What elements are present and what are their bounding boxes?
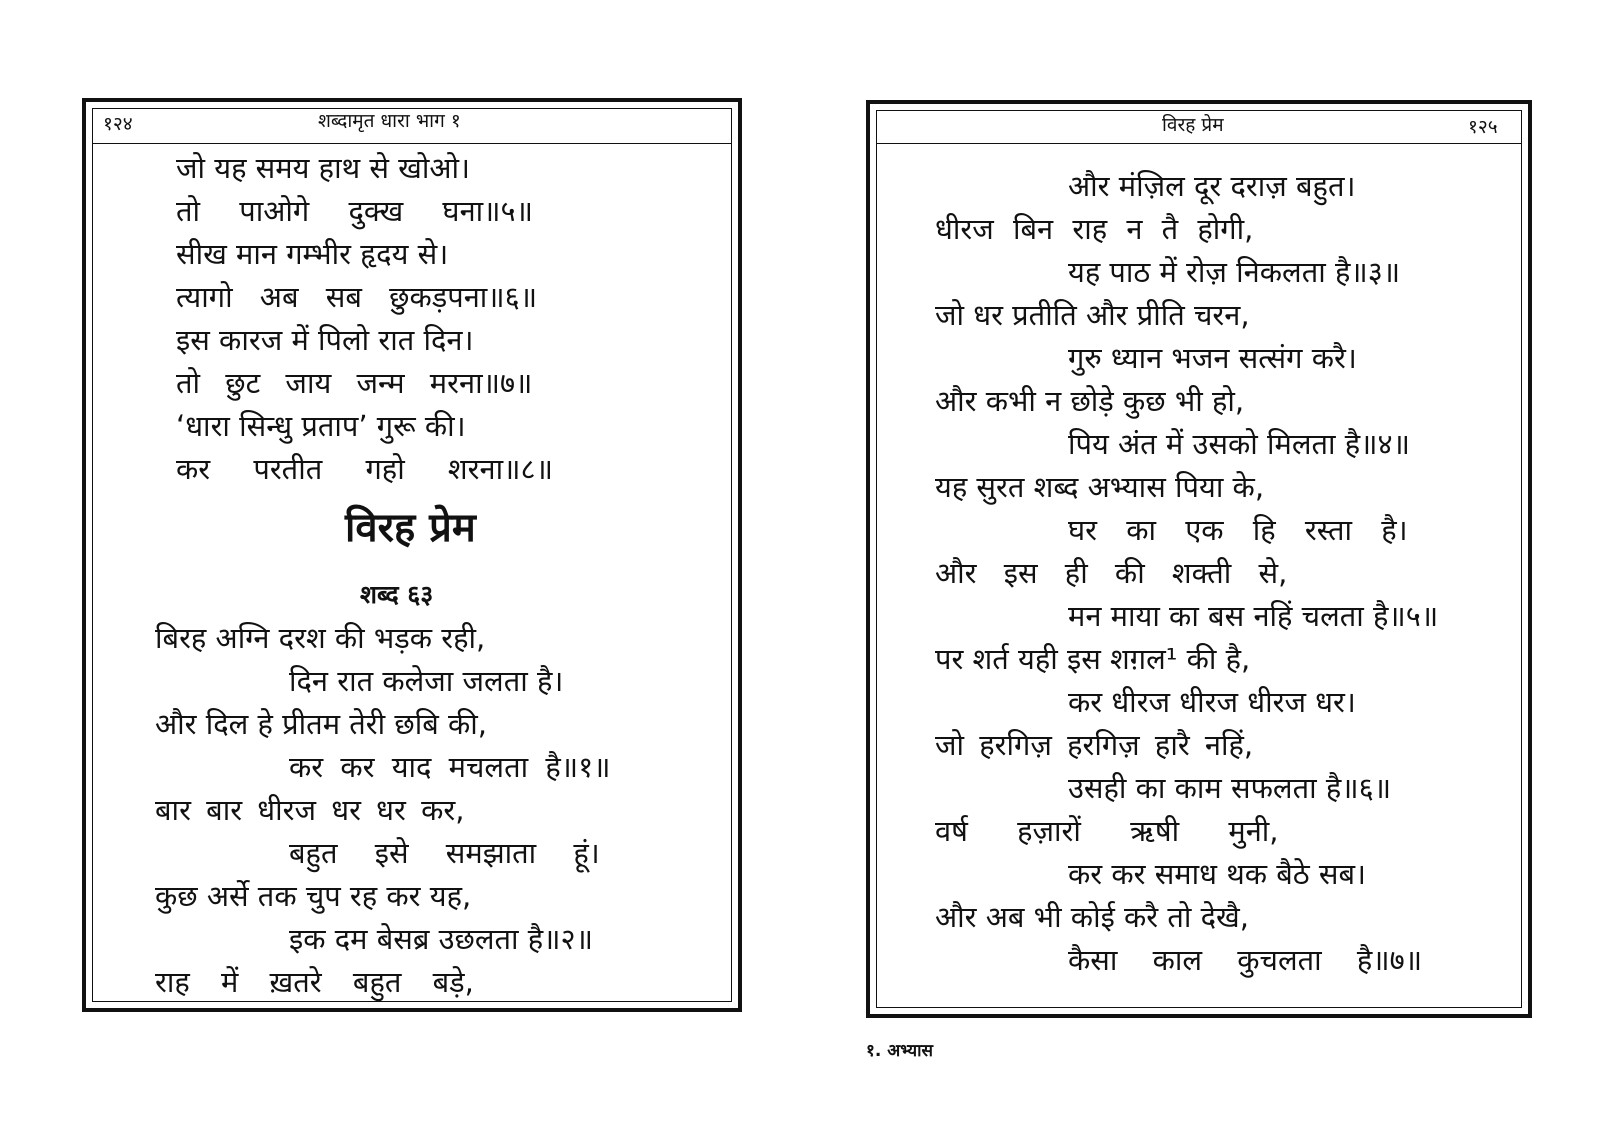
verse-line: गुरु ध्यान भजन सत्संग करै।	[1068, 341, 1357, 375]
verse-line: कुछ अर्से तक चुप रह कर यह,	[155, 879, 472, 913]
verse-line: इस कारज में पिलो रात दिन।	[176, 323, 474, 357]
verse-line: जो धर प्रतीति और प्रीति चरन,	[935, 298, 1250, 332]
verse-line: कैसा काल कुचलता है॥७॥	[1068, 943, 1423, 977]
verse-line: और कभी न छोड़े कुछ भी हो,	[935, 384, 1245, 418]
footnote: १. अभ्यास	[866, 1041, 934, 1061]
verse-line: बहुत इसे समझाता हूं।	[289, 836, 600, 870]
right-running-title: विरह प्रेम	[1162, 114, 1224, 136]
verse-line: जो हरगिज़ हरगिज़ हारै नहिं,	[935, 728, 1254, 762]
verse-line: धीरज बिन राह न तै होगी,	[935, 212, 1254, 246]
verse-line: पर शर्त यही इस शग़ल¹ की है,	[935, 642, 1251, 676]
verse-line: कर परतीत गहो शरना॥८॥	[176, 452, 553, 486]
left-header-rule	[93, 143, 731, 144]
section-heading: विरह प्रेम	[345, 505, 476, 551]
verse-line: यह पाठ में रोज़ निकलता है॥३॥	[1068, 255, 1401, 289]
verse-line: बिरह अग्नि दरश की भड़क रही,	[155, 621, 486, 655]
verse-line: कर धीरज धीरज धीरज धर।	[1068, 685, 1356, 719]
verse-line: तो पाओगे दुक्ख घना॥५॥	[176, 194, 533, 228]
verse-line: सीख मान गम्भीर हृदय से।	[176, 237, 449, 271]
verse-line: जो यह समय हाथ से खोओ।	[176, 151, 471, 185]
verse-line: घर का एक हि रस्ता है।	[1068, 513, 1408, 547]
verse-line: इक दम बेसब्र उछलता है॥२॥	[289, 922, 593, 956]
verse-line: और मंज़िल दूर दराज़ बहुत।	[1068, 169, 1356, 203]
left-running-title: शब्दामृत धारा भाग १	[318, 110, 461, 132]
verse-line: और अब भी कोई करै तो देखै,	[935, 900, 1249, 934]
verse-line: और इस ही की शक्ती से,	[935, 556, 1288, 590]
verse-line: मन माया का बस नहिं चलता है॥५॥	[1068, 599, 1439, 633]
shabd-label: शब्द ६३	[360, 580, 434, 609]
verse-line: तो छुट जाय जन्म मरना॥७॥	[176, 366, 533, 400]
verse-line: राह में ख़तरे बहुत बड़े,	[155, 965, 474, 999]
verse-line: कर कर याद मचलता है॥१॥	[289, 750, 611, 784]
verse-line: यह सुरत शब्द अभ्यास पिया के,	[935, 470, 1265, 504]
left-page-number: १२४	[103, 113, 133, 135]
verse-line: वर्ष हज़ारों ऋषी मुनी,	[935, 814, 1279, 848]
verse-line: त्यागो अब सब छुकड़पना॥६॥	[176, 280, 538, 314]
verse-line: उसही का काम सफलता है॥६॥	[1068, 771, 1392, 805]
verse-line: बार बार धीरज धर धर कर,	[155, 793, 465, 827]
right-header-rule	[877, 143, 1521, 144]
verse-line: पिय अंत में उसको मिलता है॥४॥	[1068, 427, 1410, 461]
verse-line: और दिल हे प्रीतम तेरी छबि की,	[155, 707, 487, 741]
right-page-number: १२५	[1468, 116, 1498, 138]
verse-line: कर कर समाध थक बैठे सब।	[1068, 857, 1367, 891]
verse-line: दिन रात कलेजा जलता है।	[289, 664, 564, 698]
verse-line: ‘धारा सिन्धु प्रताप’ गुरू की।	[176, 409, 466, 443]
